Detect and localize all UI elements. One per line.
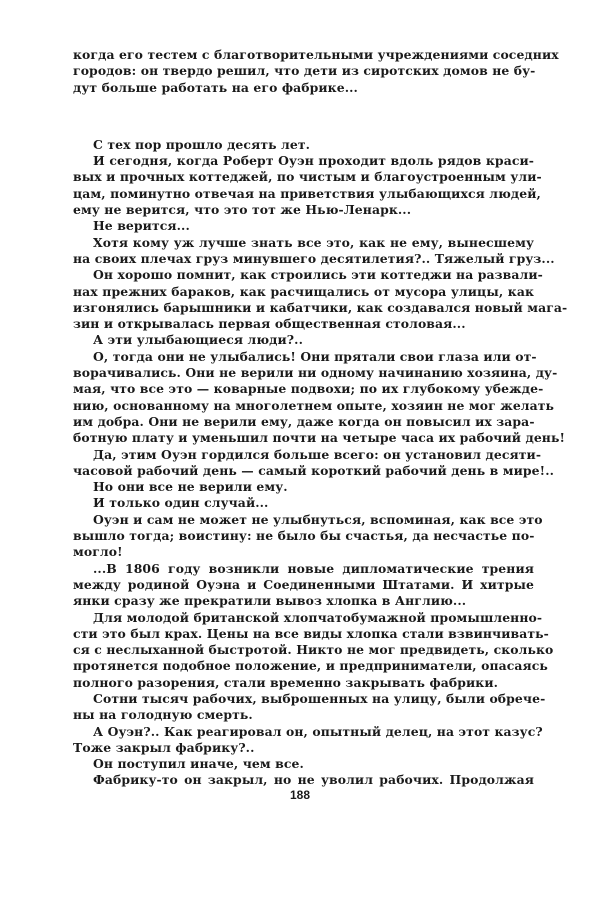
text-line: между родиной Оуэна и Соединенными Штатами. И хитрые (73, 576, 534, 592)
text-line: часовой рабочий день — самый короткий рабочий день в мире!.. (73, 462, 555, 478)
page-number: 188 (289, 788, 311, 802)
text-line: городов: он твердо решил, что дети из сиротских домов не бу- (73, 63, 536, 79)
text-line: ему не верится, что это тот же Нью-Ленарк... (73, 202, 412, 218)
text-line: ворачивались. Они не верили ни одному начинанию хозяина, ду- (73, 365, 558, 381)
text-line: Хотя кому уж лучше знать все это, как не ему, вынесшему (93, 234, 534, 250)
text-line: когда его тестем с благотворительными учреждениями соседних (73, 47, 559, 62)
text-line: на своих плечах груз минувшего десятилетия?.. Тяжелый груз... (73, 250, 555, 266)
text-line: полного разорения, стали временно закрывать фабрики. (73, 674, 499, 690)
text-line: А Оуэн?.. Как реагировал он, опытный делец, на этот казус? (93, 723, 543, 739)
text-line: Он хорошо помнит, как строились эти коттеджи на развали- (93, 267, 543, 283)
text-line: Оуэн и сам не может не улыбнуться, вспоминая, как все это (93, 511, 543, 527)
text-line: Фабрику-то он закрыл, но не уволил рабочих. Продолжая (93, 772, 534, 788)
text-line: Для молодой британской хлопчатобумажной промышленно- (93, 609, 543, 625)
text-line: могло! (73, 544, 123, 560)
text-line: Тоже закрыл фабрику?.. (73, 739, 255, 755)
text-line: вых и прочных коттеджей, по чистым и благоустроенным ули- (73, 169, 542, 185)
text-line: Да, этим Оуэн гордился больше всего: он установил десяти- (93, 446, 542, 462)
text-line: И только один случай... (93, 495, 269, 511)
text-line: вышло тогда; воистину: не было бы счастья, да несчастье по- (73, 528, 535, 544)
text-line: Сотни тысяч рабочих, выброшенных на улицу, были обрече- (93, 690, 546, 706)
text-line: ...В 1806 году возникли новые дипломатические трения (93, 560, 534, 576)
text-line: Он поступил иначе, чем все. (93, 756, 304, 772)
text-line: изгонялись барышники и кабатчики, как создавался новый мага- (73, 299, 568, 315)
book-page-body (73, 47, 568, 789)
text-line: И сегодня, когда Роберт Оуэн проходит вдоль рядов краси- (93, 153, 534, 169)
text-line: А эти улыбающиеся люди?.. (93, 332, 303, 348)
text-line: Не верится... (93, 218, 190, 234)
main-text (73, 136, 568, 789)
text-line: им добра. Они не верили ему, даже когда он повысил их зара- (73, 413, 535, 429)
text-line: нию, основанному на многолетнем опыте, хозяин не мог желать (73, 397, 555, 413)
text-line: Но они все не верили ему. (93, 479, 288, 495)
text-line: ны на голодную смерть. (73, 707, 253, 723)
opening-paragraph (73, 47, 559, 96)
text-line: цам, поминутно отвечая на приветствия улыбающихся людей, (73, 185, 541, 201)
text-line: ботную плату и уменьшил почти на четыре часа их рабочий день! (73, 430, 566, 446)
text-line: ся с неслыханной быстротой. Никто не мог предвидеть, сколько (73, 642, 554, 658)
text-line: дут больше работать на его фабрике... (73, 79, 358, 95)
text-line: О, тогда они не улыбались! Они прятали свои глаза или от- (93, 348, 537, 364)
text-line: нах прежних бараков, как расчищались от мусора улицы, как (73, 283, 534, 299)
text-line: мая, что все это — коварные подвохи; по их глубокому убежде- (73, 381, 544, 397)
section-break (73, 96, 534, 137)
text-line: сти это был крах. Цены на все виды хлопка стали взвинчивать- (73, 625, 549, 641)
text-line: янки сразу же прекратили вывоз хлопка в Англию... (73, 593, 467, 609)
text-line: С тех пор прошло десять лет. (93, 136, 311, 152)
text-line: зин и открывалась первая общественная столовая... (73, 316, 466, 332)
text-line: протянется подобное положение, и предприниматели, опасаясь (73, 658, 548, 674)
